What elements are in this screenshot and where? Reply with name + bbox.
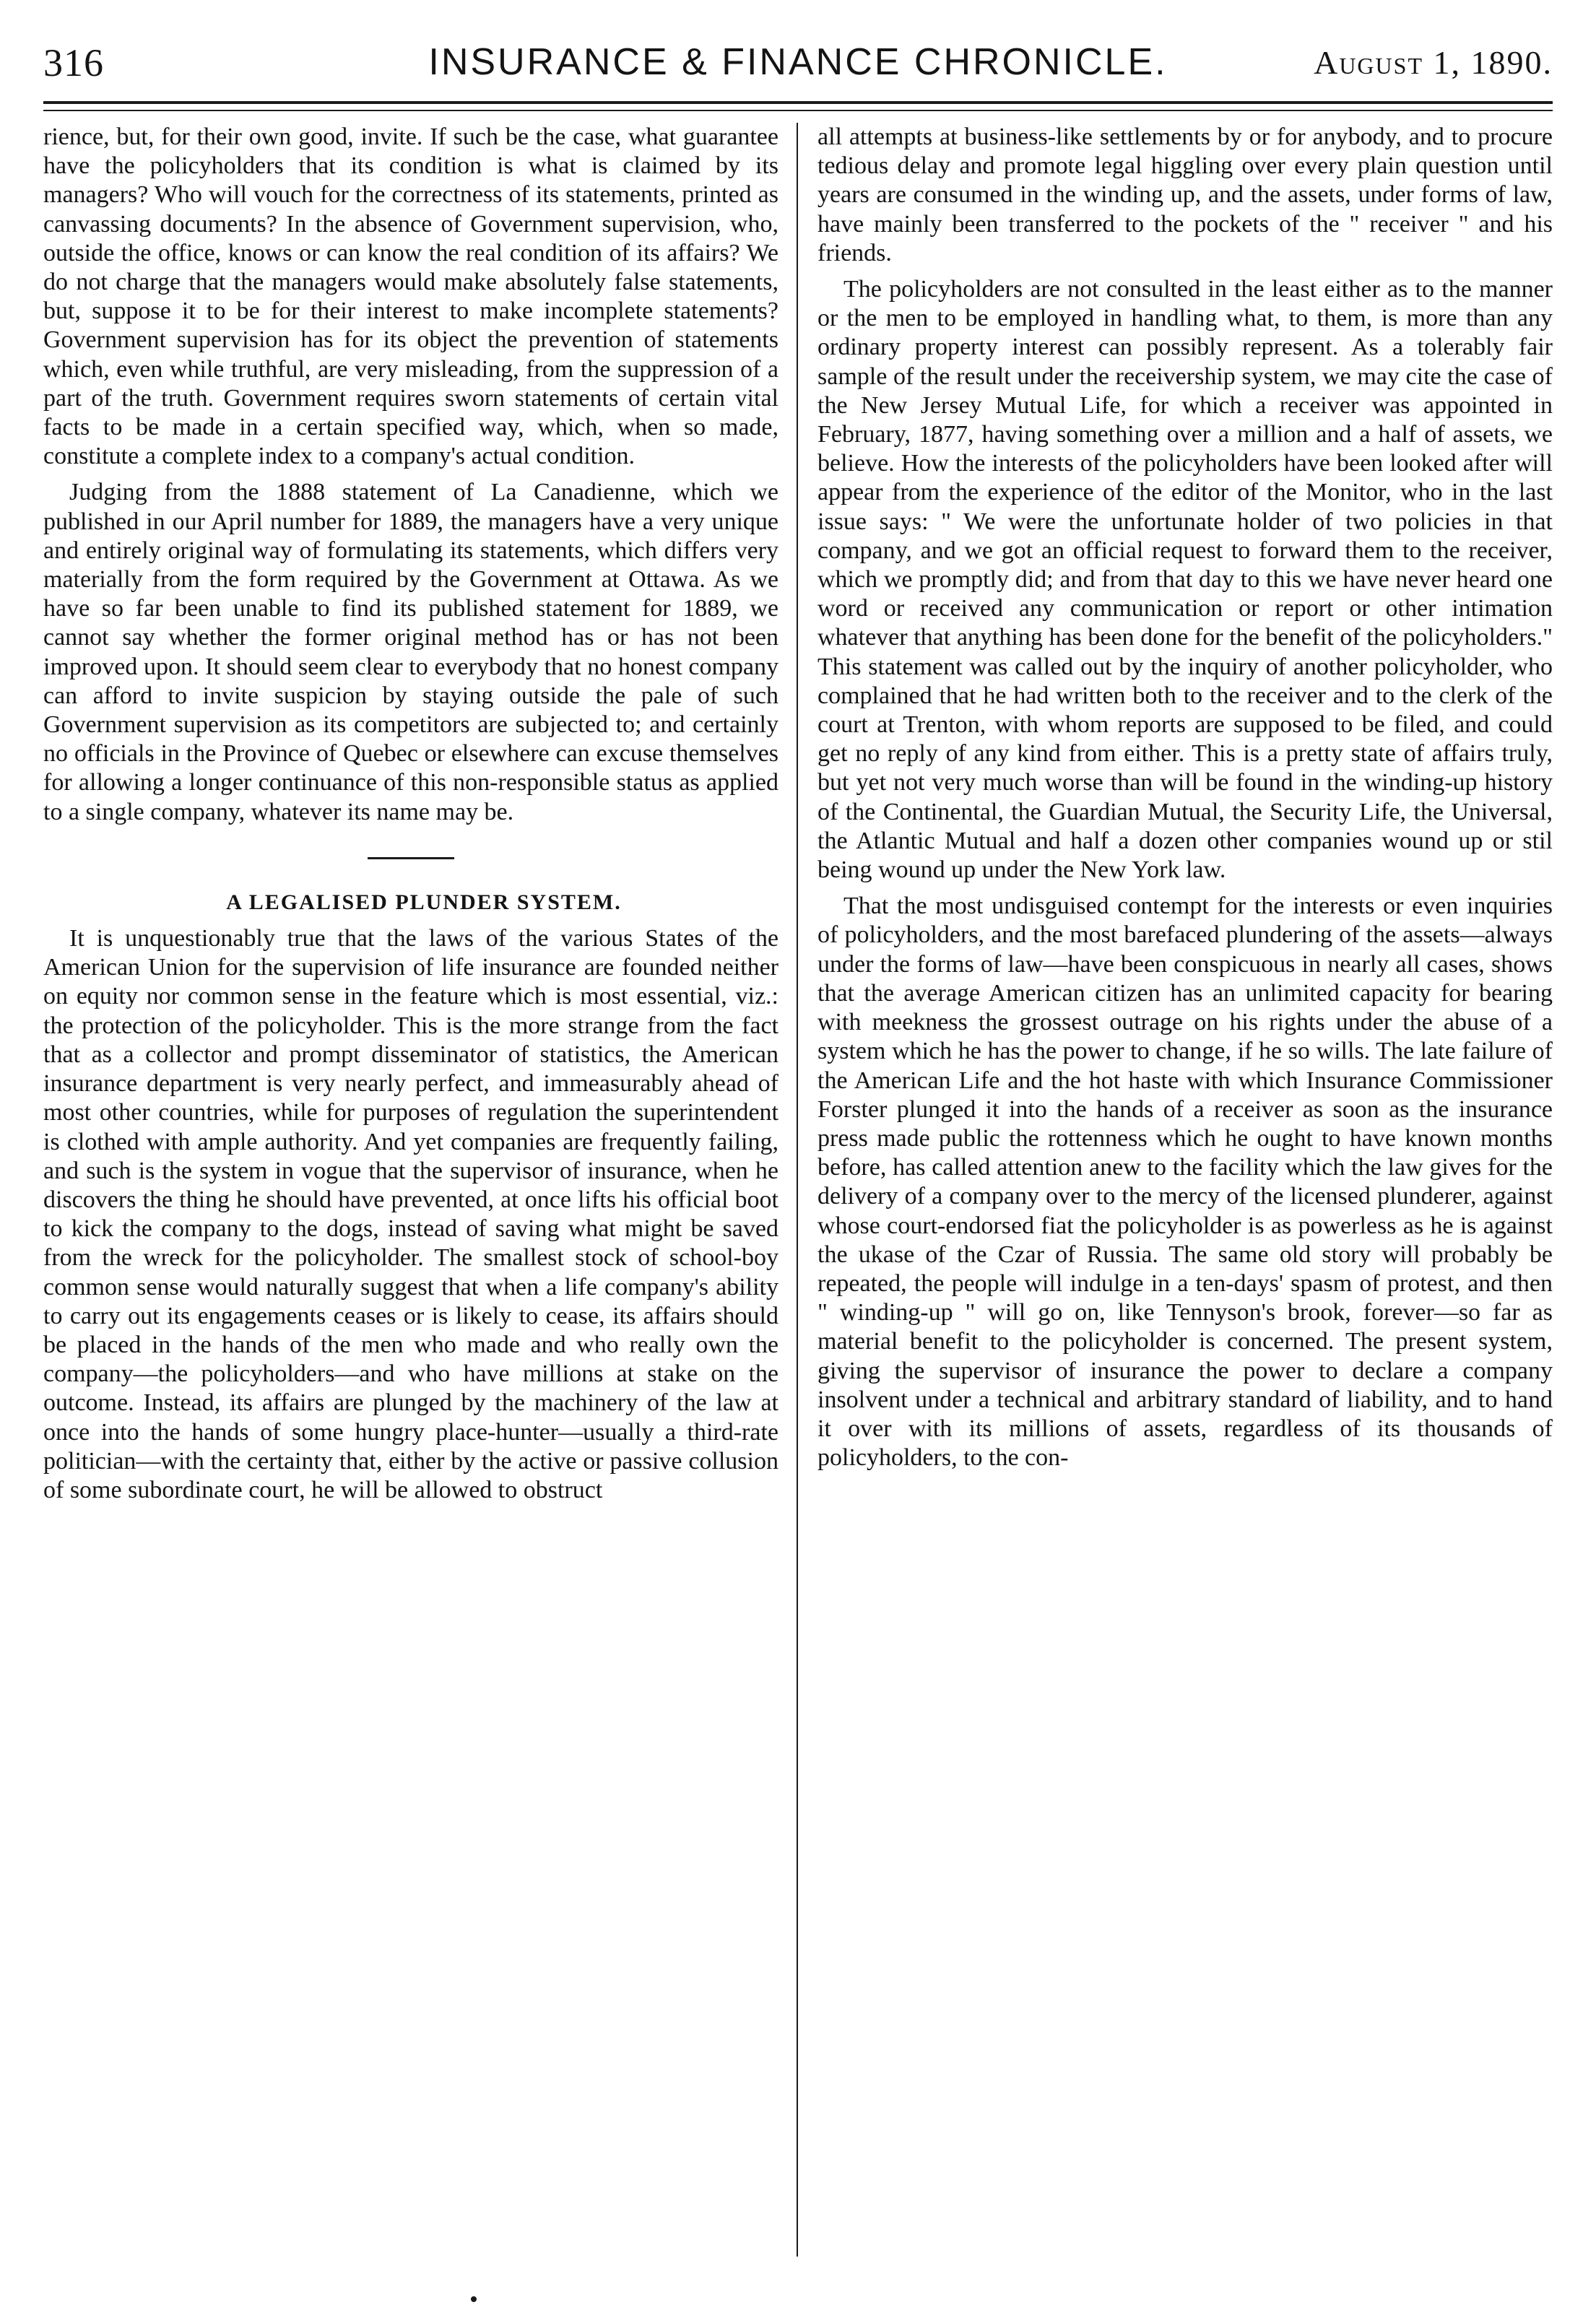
- paragraph: The policyholders are not consulted in the least either as to the manner or the men to be employed in handling what, to them, is more than any ordinary property interest can possibly represent. As a tolerably fair sample of the result under the receivership system, we may cite the case of the New Jersey Mutual Life, for which a receiver was appointed in February, 1877, having something over a million and a half of assets, we believe. How the interests of the policyholders have been looked after will appear from the experience of the editor of the Monitor, who in the last issue says: " We were the unfortunate holder of two policies in that company, and we got an official request to forward them to the receiver, which we promptly did; and from that day to this we have never heard one word or received any communication or report or other intimation whatever that anything has been done for the benefit of the policyholders." This statement was called out by the inquiry of another policyholder, who complained that he had written both to the receiver and to the clerk of the court at Trenton, with whom reports are supposed to be filed, and could get no reply of any kind from either. This is a pretty state of affairs truly, but yet not very much worse than will be found in the winding-up history of the Continental, the Guardian Mutual, the Security Life, the Universal, the Atlantic Mutual and half a dozen other companies wound up or stil being wound up under the New York law.: [817, 276, 1553, 884]
- page-mark: [471, 2296, 477, 2302]
- section-heading: A LEGALISED PLUNDER SYSTEM.: [226, 890, 622, 914]
- paragraph: rience, but, for their own good, invite. If such be the case, what guarantee have the policyholders that its condition is what is claimed by its managers? Who will vouch for the correctness of its statements, printed as canvassing documents? In the absence of Government supervision, who, outside the office, knows or can know the real condition of its affairs? We do not charge that the managers would make absolutely false statements, but, suppose it to be for their interest to make incomplete statements? Government supervision has for its object the prevention of statements which, even while truthful, are very misleading, from the suppression of a part of the truth. Government requires sworn statements of certain vital facts to be made in a certain specified way, which, when so made, constitute a complete index to a company's actual condition.: [43, 123, 779, 470]
- page-header: [43, 40, 1553, 91]
- publication-title: INSURANCE & FINANCE CHRONICLE.: [428, 41, 1168, 83]
- page-number: 316: [43, 41, 104, 84]
- section-divider: [368, 857, 454, 859]
- right-column: [817, 123, 1553, 1480]
- header-rule-thick: [43, 101, 1553, 104]
- paragraph: That the most undisguised contempt for the interests or even inquiries of policyholders, and the most barefaced plundering of the assets—always under the forms of law—have been conspicuous in nearly all cases, shows that the average American citizen has an unlimited capacity for bearing with meekness the grossest outrage on his rights under the abuse of a system which he has the power to change, if he so wills. The late failure of the American Life and the hot haste with which Insurance Commissioner Forster plunged it into the hands of a receiver as soon as the insurance press made public the rottenness which he ought to have known months before, has called attention anew to the facility which the law gives for the delivery of a company over to the mercy of the licensed plunderer, against whose court-endorsed fiat the policyholder is as powerless as he is against the ukase of the Czar of Russia. The same old story will probably be repeated, the people will indulge in a ten-days' spasm of protest, and then " winding-up " will go on, like Tennyson's brook, forever—so far as material benefit to the policyholder is concerned. The present system, giving the supervisor of insurance the power to declare a company insolvent under a technical and arbitrary standard of liability, and to hand it over with its millions of assets, regardless of its thousands of policyholders, to the con-: [817, 893, 1553, 1472]
- issue-date: August 1, 1890.: [1314, 44, 1553, 81]
- paragraph: It is unquestionably true that the laws of the various States of the American Union for the supervision of life insurance are founded neither on equity nor common sense in the feature which is most essential, viz.: the protection of the policyholder. This is the more strange from the fact that as a collector and prompt disseminator of statistics, the American insurance department is very nearly perfect, and immeasurably ahead of most other countries, while for purposes of regulation the superintendent is clothed with ample authority. And yet companies are frequently failing, and such is the system in vogue that the supervisor of insurance, when he discovers the thing he should have prevented, at once lifts his official boot to kick the company to the dogs, instead of saving what might be saved from the wreck for the policyholder. The smallest stock of school-boy common sense would naturally suggest that when a life company's ability to carry out its engagements ceases or is likely to cease, its affairs should be placed in the hands of the men who made and who really own the company—the policyholders—and who have millions at stake on the outcome. Instead, its affairs are plunged by the machinery of the law at once into the hands of some hungry place-hunter—usually a third-rate politician—with the certainty that, either by the active or passive collusion of some subordinate court, he will be allowed to obstruct: [43, 925, 779, 1503]
- left-column: [43, 123, 779, 1512]
- header-rule-thin: [43, 110, 1553, 111]
- paragraph: Judging from the 1888 statement of La Canadienne, which we published in our April number for 1889, the managers have a very unique and entirely original way of formulating its statements, which differs very materially from the form required by the Government at Ottawa. As we have so far been unable to find its published statement for 1889, we cannot say whether the former original method has or has not been improved upon. It should seem clear to everybody that no honest company can afford to invite suspicion by staying outside the pale of such Government supervision as its competitors are subjected to; and certainly no officials in the Province of Quebec or elsewhere can excuse themselves for allowing a longer continuance of this non-responsible status as applied to a single company, whatever its name may be.: [43, 479, 779, 825]
- paragraph: all attempts at business-like settlements by or for anybody, and to procure tedious delay and promote legal higgling over every plain question until years are consumed in the winding up, and the assets, under forms of law, have mainly been transferred to the pockets of the " receiver " and his friends.: [817, 123, 1553, 266]
- column-divider: [797, 123, 798, 2257]
